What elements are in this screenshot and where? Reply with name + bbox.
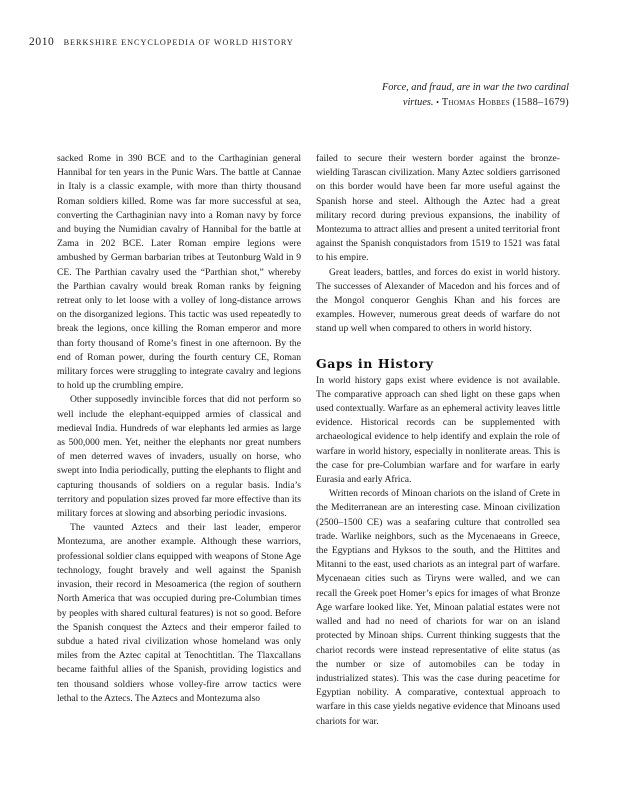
publication-title: BERKSHIRE ENCYCLOPEDIA OF WORLD HISTORY	[63, 38, 294, 47]
bullet-icon: •	[436, 97, 439, 107]
epigraph	[300, 81, 569, 110]
epigraph-quote-line-2: virtues.	[402, 96, 434, 108]
left-paragraph-3: The vaunted Aztecs and their last leader, emperor Montezuma, are another example. Although these warriors, professional soldier clans equipped with weapons of Stone Age technology, fought bravely and well against the Spanish invasion, their record in Mesoamerica (the region of southern North America that was occupied during pre-Columbian times by peoples with shared cultural features) is not so good. Before the Spanish conquest the Aztecs and their emperor failed to subdue a hated rival civilization whose homeland was only miles from the Aztec capital at Tenochtitlan. The Tlaxcallans became faithful allies of the Spanish, providing logistics and ten thousand soldiers whose volley-fire arrow tactics were lethal to the Aztecs. The Aztecs and Montezuma also	[57, 522, 301, 704]
epigraph-attribution	[436, 97, 569, 108]
right-paragraph-1: failed to secure their western border against the bronze-wielding Tarascan civilization. Many Aztec soldiers garrisoned on this border would have been far more useful against the Spanish horse and steel. Although the Aztec had a great military record during previous expansions, the inability of Montezuma to attract allies and present a united territorial front against the Spanish conquistadors from 1519 to 1521 was fatal to his empire.	[316, 153, 560, 264]
right-paragraph-4: Written records of Minoan chariots on the island of Crete in the Mediterranean are an interesting case. Minoan civilization (2500–1500 CE) was a seafaring culture that controlled sea trade. Warlike neighbors, such as the Mycenaeans in Greece, the Egyptians and Hyksos to the south, and the Hittites and Mitanni to the east, used chariots as an integral part of warfare. Mycenaean cities such as Tiryns were walled, and we can recall the Greek poet Homer’s epics for images of what Bronze Age warfare looked like. Yet, Minoan palatial estates were not walled and had no need of chariots for war on an island protected by Minoan ships. Current thinking suggests that the chariot records were instead representative of elite status (as the number or size of automobiles can be today in industrialized states). This was the case during peacetime for Egyptian nobility. A comparative, contextual approach to warfare in this case yields negative evidence that Minoans used chariots for war.	[316, 488, 560, 727]
section-heading: Gaps in History	[316, 355, 434, 371]
right-paragraph-2: Great leaders, battles, and forces do exist in world history. The successes of Alexander of Macedon and his forces and of the Mongol conqueror Genghis Khan and his forces are examples. However, numerous great deeds of warfare do not stand up well when compared to others in world history.	[316, 266, 560, 335]
right-column	[316, 152, 560, 729]
epigraph-line-2	[300, 96, 569, 111]
epigraph-quote-line-1: Force, and fraud, are in war the two cardinal	[381, 82, 569, 93]
epigraph-author: Thomas Hobbes	[441, 96, 510, 108]
epigraph-dates: (1588–1679)	[512, 96, 569, 108]
running-head	[29, 36, 294, 48]
left-paragraph-2: Other supposedly invincible forces that did not perform so well include the elephant-equipped armies of classical and medieval India. Hundreds of war elephants led armies as large as 500,000 men. Yet, neither the elephants nor great numbers of men deterred waves of invaders, usually on horse, who swept into India periodically, putting the elephants to flight and capturing thousands of soldiers on a regular basis. India’s territory and population sizes proved far more effective than its military forces at slowing and absorbing periodic invasions.	[57, 394, 301, 520]
left-paragraph-1: sacked Rome in 390 BCE and to the Carthaginian general Hannibal for ten years in the Punic Wars. The battle at Cannae in Italy is a classic example, with more than thirty thousand Roman soldiers killed. Rome was far more successful at sea, converting the Carthaginian navy into a Roman navy by force and buying the Numidian cavalry of Hannibal for the battle at Zama in 202 BCE. Later Roman empire legions were ambushed by German barbarian tribes at Teutonburg Wald in 9 CE. The Parthian cavalry used the “Parthian shot,” whereby the Parthian cavalry would break Roman ranks by feigning retreat only to let loose with a volley of long-distance arrows on the disorganized legions. This tactic was used repeatedly to break the legions, once killing the Roman emperor and more than forty thousand of Rome’s finest in one afternoon. By the end of Roman power, during the fourth century CE, Roman military forces were struggling to integrate cavalry and legions to hold up the crumbling empire.	[57, 153, 301, 392]
left-column	[57, 152, 301, 706]
right-paragraph-3: In world history gaps exist where evidence is not available. The comparative approach can shed light on these gaps when used contextually. Warfare as an ephemeral activity leaves little evidence. Historical records can be supplemented with archaeological evidence to help identify and explain the role of warfare in world history, especially in nonliterate areas. This is the case for pre-Columbian warfare and for warfare in early Eurasia and early Africa.	[316, 374, 560, 486]
page-number: 2010	[29, 36, 55, 48]
